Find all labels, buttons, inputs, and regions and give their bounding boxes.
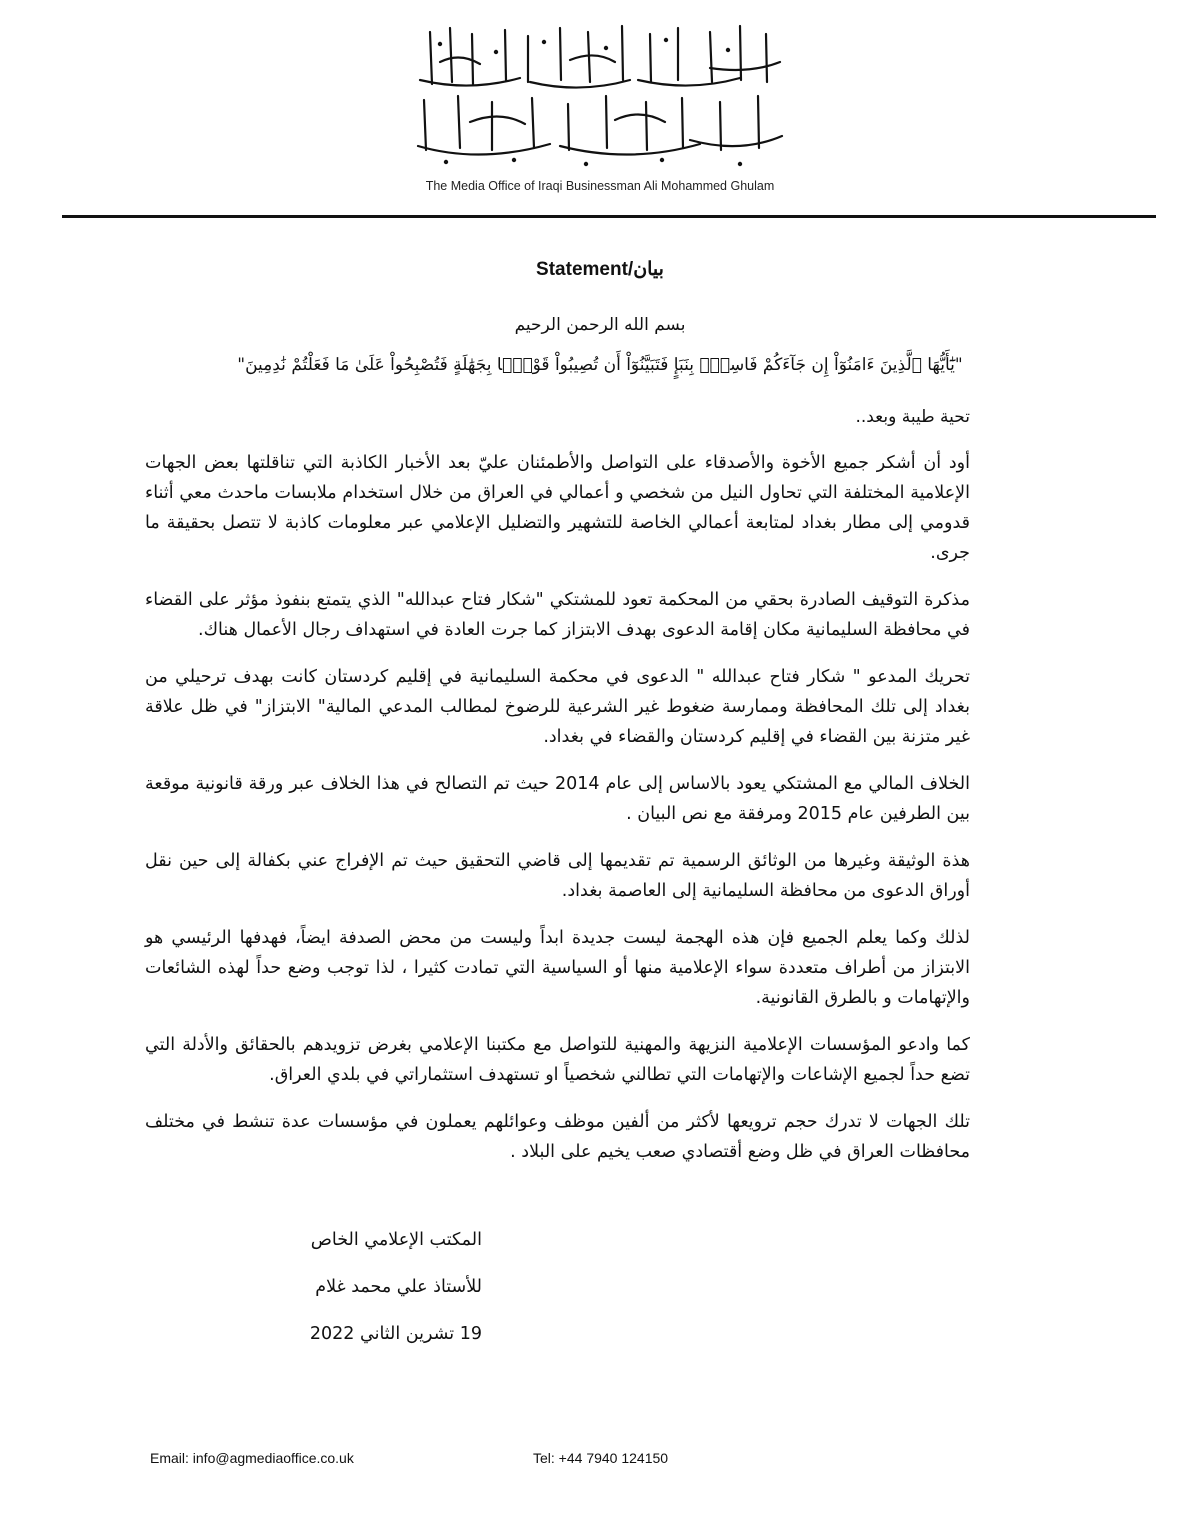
signature-office: المكتب الإعلامي الخاص (310, 1230, 482, 1250)
paragraph-8: تلك الجهات لا تدرك حجم ترويعها لأكثر من ألفين موظف وعوائلهم يعملون في مؤسسات عدة تنشط في مختلف محافظات العراق في ظل وضع أقتصادي صعب يخيم على البلاد . (145, 1112, 970, 1162)
paragraph-2: مذكرة التوقيف الصادرة بحقي من المحكمة تعود للمشتكي "شكار فتاح عبدالله" الذي يتمتع بنفوذ مؤثر على القضاء في محافظة السليمانية مكان إقامة الدعوى بهدف الابتزاز كما جرت العادة في استهداف رجال الأعمال هناك. (145, 590, 970, 640)
basmala: بسم الله الرحمن الرحيم (514, 315, 686, 335)
office-name-english: The Media Office of Iraqi Businessman Ali Mohammed Ghulam (425, 179, 775, 193)
office-logo (410, 22, 790, 172)
paragraph-3: تحريك المدعو " شكار فتاح عبدالله " الدعوى في محكمة السليمانية في إقليم كردستان كانت بهدف ترحيلي من بغداد إلى تلك المحافظة وممارسة ضغوط غير الشرعية للرضوخ لمطالب المدعي المالية" الابتزاز" في ظل علاقة غير متزنة بين القضاء في إقليم كردستان والقضاء في بغداد. (145, 667, 970, 747)
signature-date: 19 تشرين الثاني 2022 (309, 1324, 482, 1344)
paragraph-5: هذة الوثيقة وغيرها من الوثائق الرسمية تم تقديمها إلى قاضي التحقيق حيث تم الإفراج عني بكفالة إلى حين نقل أوراق الدعوى من محافظة السليمانية إلى العاصمة بغداد. (145, 851, 970, 901)
greeting: تحية طيبة وبعد.. (855, 407, 970, 427)
header-divider (62, 215, 1156, 218)
paragraph-6: لذلك وكما يعلم الجميع فإن هذه الهجمة ليست جديدة ابداً وليست من محض الصدفة ايضاً، فهدفها الرئيسي هو الابتزاز من أطراف متعددة سواء الإعلامية منها أو السياسية التي تمادت كثيرا ، لذا توجب وضع حداً لهذه الشائعات والإتهامات و بالطرق القانونية. (145, 928, 970, 1008)
signature-name: للأستاذ علي محمد غلام (315, 1277, 482, 1297)
footer-email: Email: info@agmediaoffice.co.uk (150, 1450, 354, 1466)
paragraph-1: أود أن أشكر جميع الأخوة والأصدقاء على التواصل والأطمئنان عليّ بعد الأخبار الكاذبة التي تناقلتها بعض الجهات الإعلامية المختلفة التي تحاول النيل من شخصي و أعمالي في العراق من خلال استخدام ملابسات ماحدث معي أثناء قدومي إلى مطار بغداد لمتابعة أعمالي الخاصة للتشهير والتضليل الإعلامي عبر معلومات كاذبة لا تتصل بحقيقة ما جرى. (145, 453, 970, 563)
paragraph-4: الخلاف المالي مع المشتكي يعود بالاساس إلى عام 2014 حيث تم التصالح في هذا الخلاف عبر ورقة قانونية موقعة بين الطرفين عام 2015 ومرفقة مع نص البيان . (145, 774, 970, 824)
paragraph-7: كما وادعو المؤسسات الإعلامية النزيهة والمهنية للتواصل مع مكتبنا الإعلامي بغرض تزويدهم بالحقائق والأدلة التي تضع حداً لجميع الإشاعات والإتهامات التي تطالني شخصياً او تستهدف استثماراتي في بلدي العراق. (145, 1035, 970, 1085)
statement-title: Statement/بيان (536, 259, 664, 280)
footer-phone: Tel: +44 7940 124150 (533, 1450, 669, 1466)
statement-body (145, 448, 970, 1184)
quran-verse: "يَٰٓأَيُّهَا ٱلَّذِينَ ءَامَنُوٓاْ إِن جَآءَكُمْ فَاسِقٌۢ بِنَبَإٍ فَتَبَيَّنُوٓاْ أَن تُصِيبُواْ قَوْمًۢا بِجَهَٰلَةٍ فَتُصْبِحُواْ عَلَىٰ مَا فَعَلْتُمْ نَٰدِمِينَ" (237, 355, 963, 375)
signature-block (260, 1225, 482, 1366)
calligraphy-logo-graphic (410, 22, 790, 172)
